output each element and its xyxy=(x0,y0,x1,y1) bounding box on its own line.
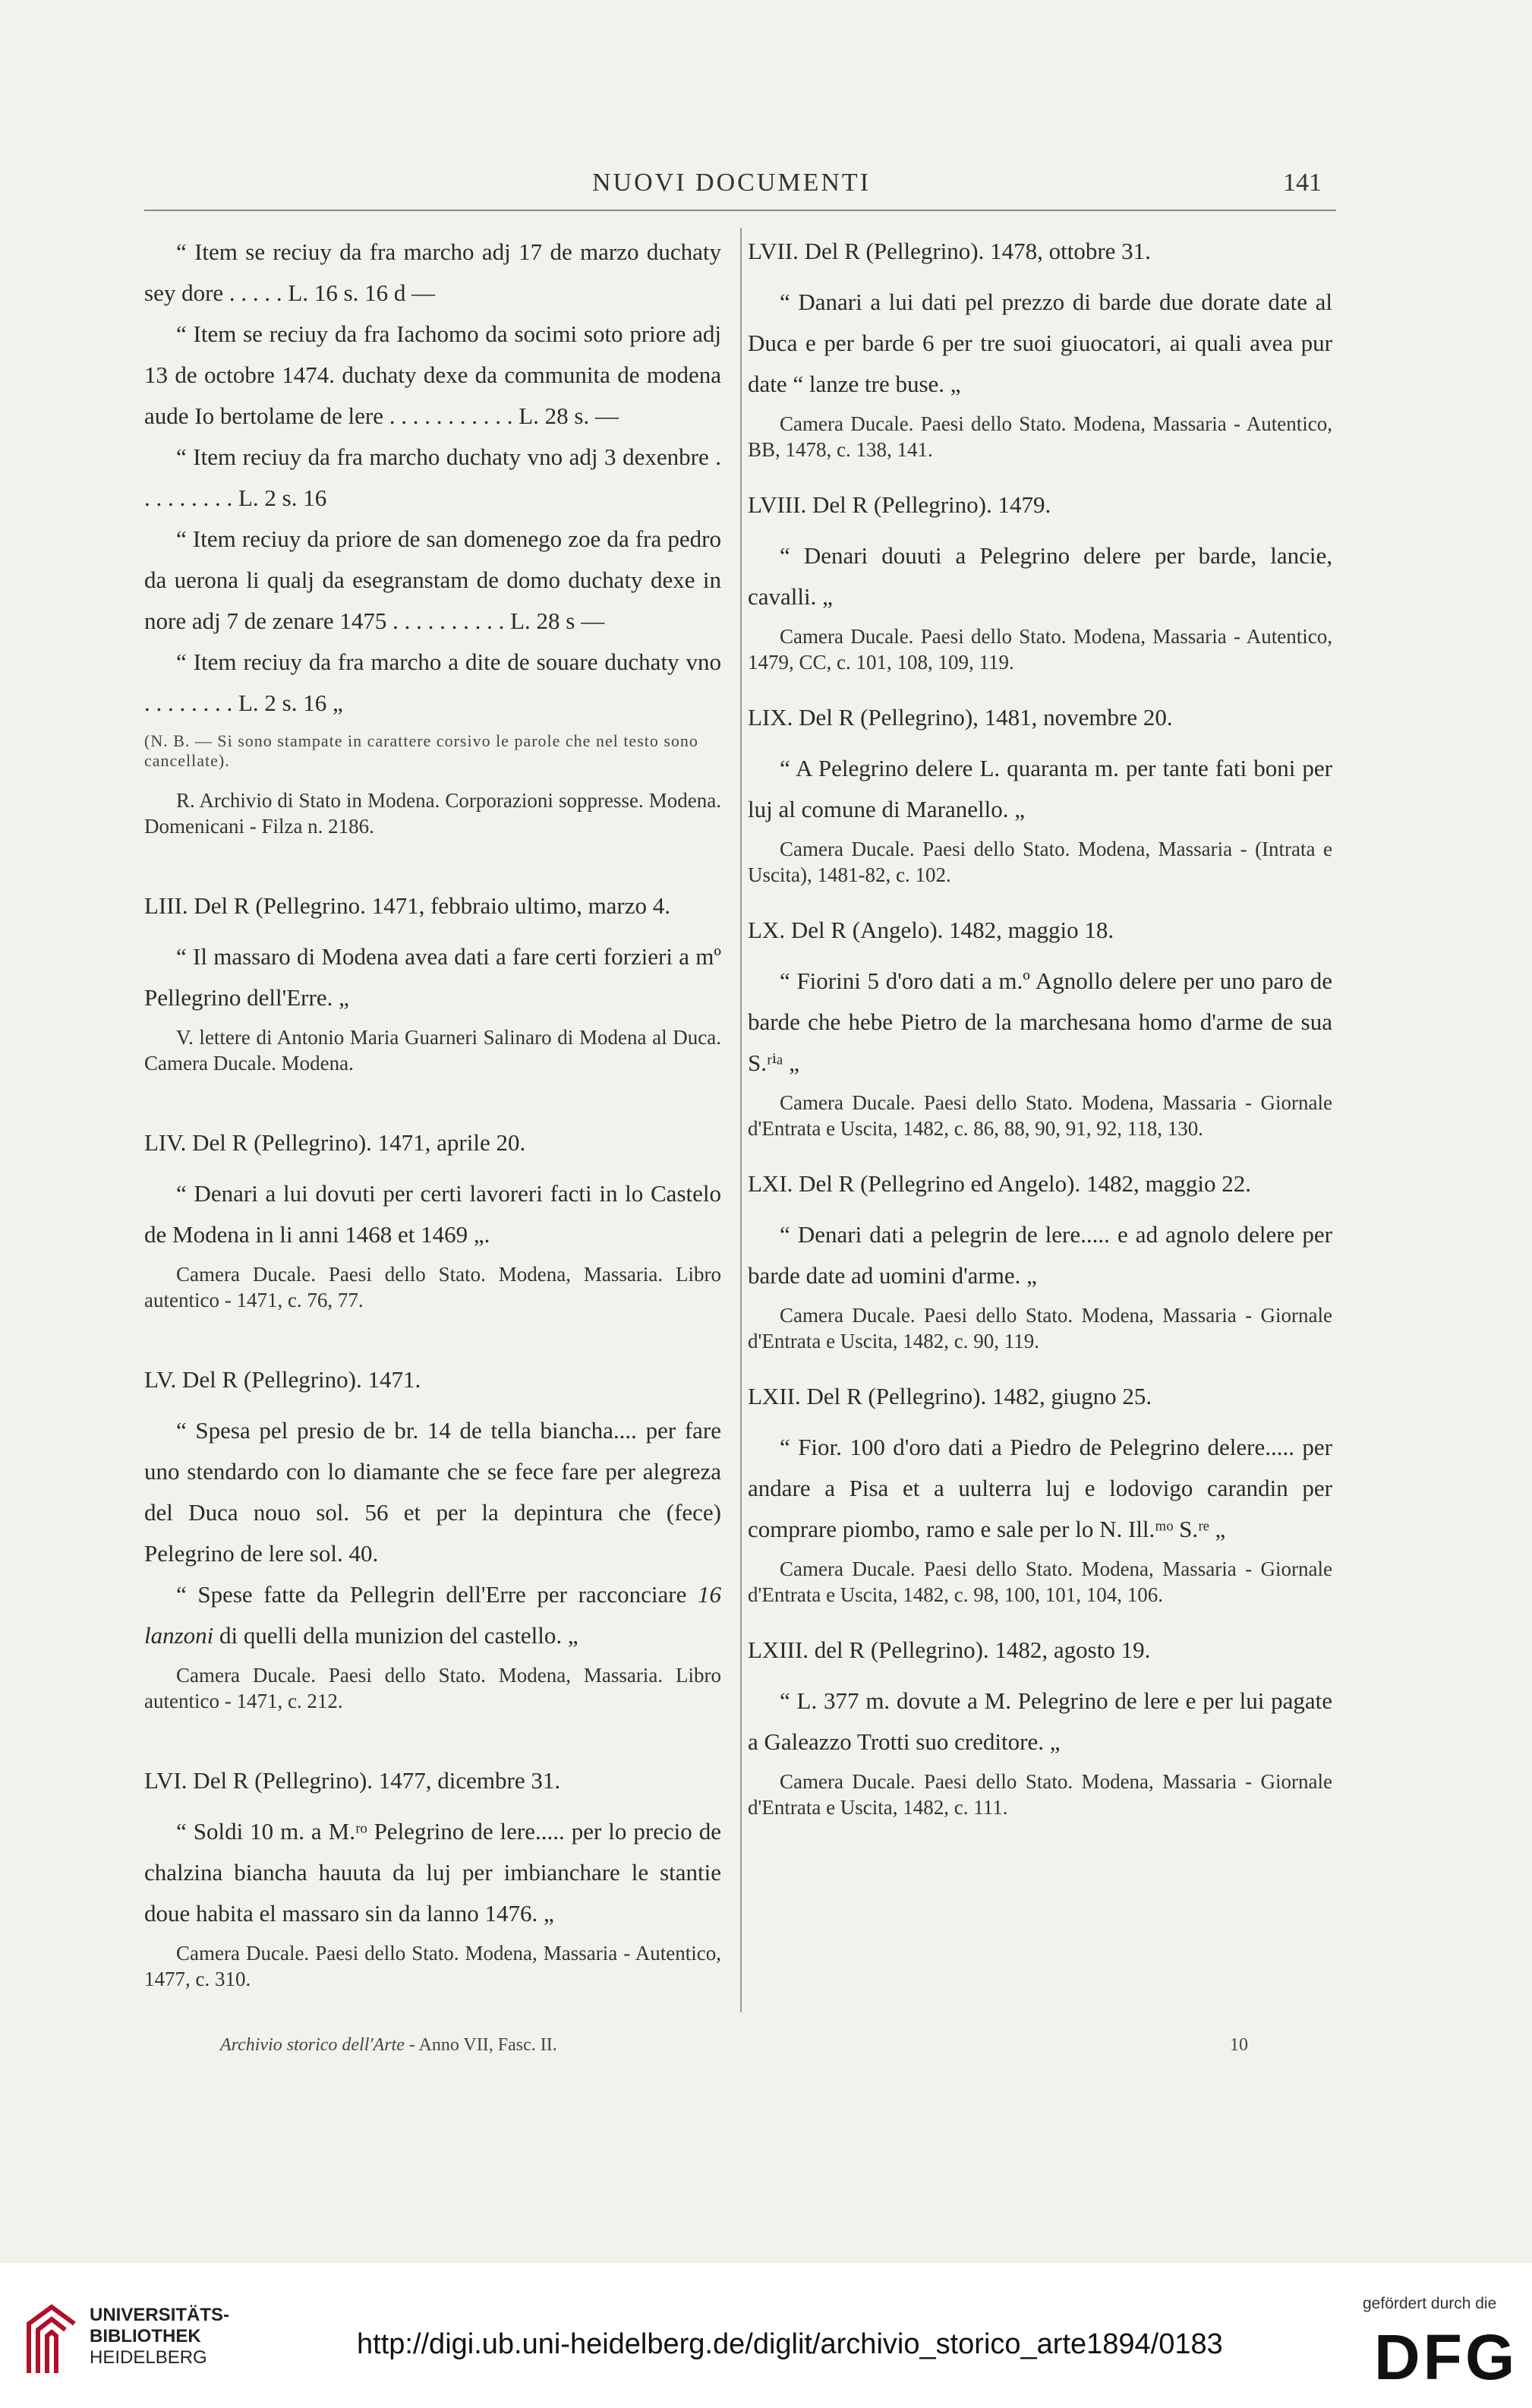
ledger-entry: “ Item se reciuy da fra marcho adj 17 de marzo duchaty sey dore . . . . . L. 16 s. 16 d — xyxy=(144,238,721,306)
entry-heading-lviii: LVIII. Del R (Pellegrino). 1479. xyxy=(748,491,1051,518)
entry-heading-lix: LIX. Del R (Pellegrino), 1481, novembre 20. xyxy=(748,704,1173,731)
entry-heading-lxiii: LXIII. del R (Pellegrino). 1482, agosto 19. xyxy=(748,1636,1151,1663)
entry-text-lviii: “ Denari douuti a Pelegrino delere per barde, lancie, cavalli. „ xyxy=(748,542,1332,610)
journal-issue: - Anno VII, Fasc. II. xyxy=(404,2035,557,2055)
library-name[interactable]: UNIVERSITÄTS- BIBLIOTHEK HEIDELBERG xyxy=(90,2305,230,2368)
entry-text-lv-2: “ Spese fatte da Pellegrin dell'Erre per racconciare 16 lanzoni di quelli della munizion del castello. „ xyxy=(144,1581,721,1649)
entry-citation-lxi: Camera Ducale. Paesi dello Stato. Modena, Massaria - Giornale d'Entrata e Uscita, 1482, c. 90, 119. xyxy=(748,1304,1332,1352)
entry-heading-lxii: LXII. Del R (Pellegrino). 1482, giugno 25. xyxy=(748,1383,1152,1409)
entry-text-lxii: “ Fior. 100 d'oro dati a Piedro de Pelegrino delere..... per andare a Pisa et a uulterra luj e lodovigo carandin per comprare piombo, ramo e sale per lo N. Ill.ᵐᵒ S.ʳᵉ „ xyxy=(748,1434,1332,1542)
entry-citation-lvi: Camera Ducale. Paesi dello Stato. Modena, Massaria - Autentico, 1477, c. 310. xyxy=(144,1942,721,1990)
entry-text-lx: “ Fiorini 5 d'oro dati a m.º Agnollo delere per uno paro de barde che hebe Pietro de la marchesana homo d'arme de sua S.ʳⁱᵃ „ xyxy=(748,967,1332,1076)
entry-heading-liii: LIII. Del R (Pellegrino. 1471, febbraio ultimo, marzo 4. xyxy=(144,892,671,919)
entry-heading-lv: LV. Del R (Pellegrino). 1471. xyxy=(144,1366,421,1393)
entry-heading-liv: LIV. Del R (Pellegrino). 1471, aprile 20. xyxy=(144,1129,526,1156)
dfg-logo[interactable]: DFG xyxy=(1374,2321,1518,2393)
entry-heading-lvi: LVI. Del R (Pellegrino). 1477, dicembre 31. xyxy=(144,1767,561,1794)
entry-citation-lv: Camera Ducale. Paesi dello Stato. Modena, Massaria. Libro autentico - 1471, c. 212. xyxy=(144,1664,721,1712)
entry-citation-lvii: Camera Ducale. Paesi dello Stato. Modena, Massaria - Autentico, BB, 1478, c. 138, 141. xyxy=(748,412,1332,461)
header-rule xyxy=(144,210,1336,211)
permalink-url[interactable]: http://digi.ub.uni-heidelberg.de/diglit/archivio_storico_arte1894/0183 xyxy=(357,2328,1223,2360)
entry-text-lvi: “ Soldi 10 m. a M.ʳᵒ Pelegrino de lere..... per lo precio de chalzina biancha hauuta da luj per imbianchare le stantie doue habita el massaro sin da lanno 1476. „ xyxy=(144,1818,721,1927)
entry-text-lxiii: “ L. 377 m. dovute a M. Pelegrino de lere e per lui pagate a Galeazzo Trotti suo creditore. „ xyxy=(748,1687,1332,1755)
entry-citation-lix: Camera Ducale. Paesi dello Stato. Modena, Massaria - (Intrata e Uscita), 1481-82, c. 102. xyxy=(748,838,1332,886)
archive-citation: R. Archivio di Stato in Modena. Corporazioni soppresse. Modena. Domenicani - Filza n. 2186. xyxy=(144,789,721,838)
running-head: NUOVI DOCUMENTI xyxy=(592,169,872,197)
ledger-entry: “ Item reciuy da fra marcho duchaty vno adj 3 dexenbre . . . . . . . . . L. 2 s. 16 xyxy=(144,443,721,511)
entry-heading-lxi: LXI. Del R (Pellegrino ed Angelo). 1482, maggio 22. xyxy=(748,1170,1251,1197)
left-column xyxy=(144,232,721,1992)
journal-title: Archivio storico dell'Arte xyxy=(220,2035,405,2055)
entry-text-liv: “ Denari a lui dovuti per certi lavoreri facti in lo Castelo de Modena in li anni 1468 et 1469 „. xyxy=(144,1180,721,1248)
entry-heading-lx: LX. Del R (Angelo). 1482, maggio 18. xyxy=(748,917,1114,943)
cancelled-words: 16 lanzoni xyxy=(144,1581,721,1649)
journal-footer xyxy=(220,2035,557,2056)
entry-citation-lxii: Camera Ducale. Paesi dello Stato. Modena, Massaria - Giornale d'Entrata e Uscita, 1482, c. 98, 100, 101, 104, 106. xyxy=(748,1557,1332,1606)
entry-text-liii: “ Il massaro di Modena avea dati a fare certi forzieri a mº Pellegrino dell'Erre. „ xyxy=(144,943,721,1011)
ledger-entry: “ Item se reciuy da fra Iachomo da socimi soto priore adj 13 de octobre 1474. duchaty dexe da communita de modena aude Io bertolame de lere . . . . . . . . . . . L. 28 s. — xyxy=(144,320,721,429)
entry-text-lv: “ Spesa pel presio de br. 14 de tella biancha.... per fare uno stendardo con lo diamante che se fece fare per alegreza del Duca nouo sol. 56 et per la depintura che (fece) Pelegrino de lere sol. 40. xyxy=(144,1417,721,1567)
entry-heading-lvii: LVII. Del R (Pellegrino). 1478, ottobre 31. xyxy=(748,238,1151,264)
entry-citation-lxiii: Camera Ducale. Paesi dello Stato. Modena, Massaria - Giornale d'Entrata e Uscita, 1482, c. 111. xyxy=(748,1770,1332,1819)
right-column xyxy=(748,232,1332,1820)
editor-note: (N. B. — Si sono stampate in carattere corsivo le parole che nel testo sono cancellate). xyxy=(144,731,698,770)
entry-citation-lviii: Camera Ducale. Paesi dello Stato. Modena, Massaria - Autentico, 1479, CC, c. 101, 108, 109, 119. xyxy=(748,625,1332,674)
entry-citation-liii: V. lettere di Antonio Maria Guarneri Salinaro di Modena al Duca. Camera Ducale. Modena. xyxy=(144,1026,721,1075)
funding-caption: gefördert durch die xyxy=(1363,2295,1497,2312)
entry-text-lxi: “ Denari dati a pelegrin de lere..... e ad agnolo delere per barde date ad uomini d'arme. „ xyxy=(748,1221,1332,1289)
signature-mark: 10 xyxy=(1230,2035,1248,2055)
entry-text-lvii: “ Danari a lui dati pel prezzo di barde due dorate date al Duca e per barde 6 per tre suoi giuocatori, ai quali avea pur date “ lanze tre buse. „ xyxy=(748,289,1332,397)
page-number: 141 xyxy=(1283,169,1322,197)
entry-citation-lx: Camera Ducale. Paesi dello Stato. Modena, Massaria - Giornale d'Entrata e Uscita, 1482, c. 86, 88, 90, 91, 92, 118, 130. xyxy=(748,1091,1332,1140)
entry-citation-liv: Camera Ducale. Paesi dello Stato. Modena, Massaria. Libro autentico - 1471, c. 76, 77. xyxy=(144,1263,721,1311)
column-divider xyxy=(740,228,742,2012)
entry-text-lix: “ A Pelegrino delere L. quaranta m. per tante fati boni per luj al comune di Maranello. „ xyxy=(748,755,1332,822)
viewer-footer-bar xyxy=(0,2263,1532,2408)
ledger-entry: “ Item reciuy da priore de san domenego zoe da fra pedro da uerona li qualj da esegranstam de domo duchaty dexe in nore adj 7 de zenare 1475 . . . . . . . . . . L. 28 s — xyxy=(144,525,721,634)
ledger-entry: “ Item reciuy da fra marcho a dite de souare duchaty vno . . . . . . . . L. 2 s. 16 „ xyxy=(144,649,721,716)
library-logo-icon[interactable] xyxy=(21,2301,82,2377)
